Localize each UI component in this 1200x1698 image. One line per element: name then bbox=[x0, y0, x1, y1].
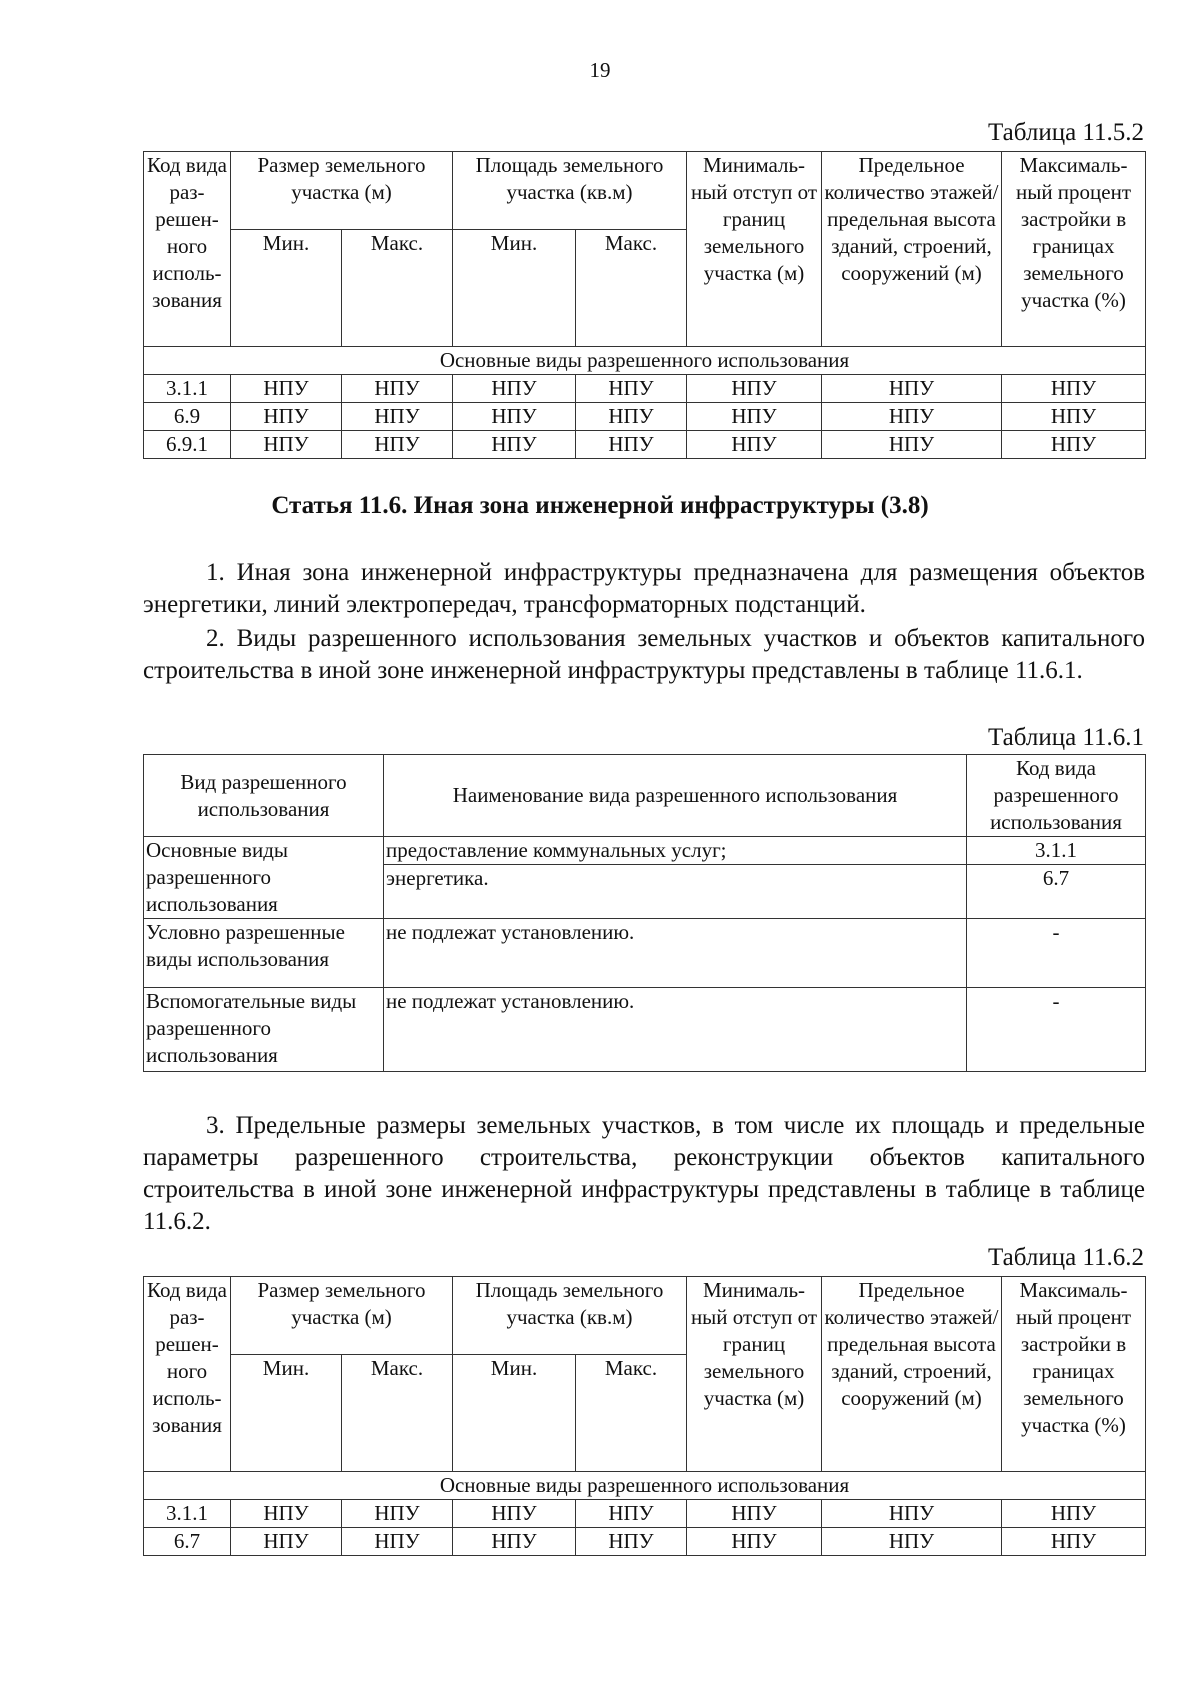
cell: 6.9.1 bbox=[144, 431, 231, 459]
header-area-max: Макс. bbox=[576, 230, 687, 347]
header-max-percent: Максималь- ный процент застройки в границах земельного участка (%) bbox=[1002, 1277, 1146, 1472]
table-row bbox=[144, 375, 1146, 403]
header-area: Площадь земельного участка (кв.м) bbox=[453, 152, 687, 230]
cell: НПУ bbox=[822, 1528, 1002, 1556]
cell: НПУ bbox=[453, 1500, 576, 1528]
cell: НПУ bbox=[576, 403, 687, 431]
cell: НПУ bbox=[822, 375, 1002, 403]
group-conditional-label: Условно разрешенные виды использования bbox=[144, 919, 384, 988]
main-item-name: энергетика. bbox=[384, 865, 967, 919]
table-row bbox=[144, 1528, 1146, 1556]
table-11-6-1-caption: Таблица 11.6.1 bbox=[988, 724, 1144, 751]
cell: НПУ bbox=[231, 1500, 342, 1528]
header-size-max: Макс. bbox=[342, 1355, 453, 1472]
cell: НПУ bbox=[231, 1528, 342, 1556]
cell: НПУ bbox=[687, 403, 822, 431]
cell: НПУ bbox=[342, 1528, 453, 1556]
cell: НПУ bbox=[822, 1500, 1002, 1528]
cell: НПУ bbox=[687, 1500, 822, 1528]
header-code: Код вида раз- решен- ного исполь- зования bbox=[144, 152, 231, 347]
header-size-max: Макс. bbox=[342, 230, 453, 347]
cell: НПУ bbox=[687, 1528, 822, 1556]
cell: 6.9 bbox=[144, 403, 231, 431]
cell: НПУ bbox=[342, 403, 453, 431]
cell: НПУ bbox=[1002, 1528, 1146, 1556]
cell: НПУ bbox=[453, 403, 576, 431]
cell: НПУ bbox=[822, 431, 1002, 459]
header-area: Площадь земельного участка (кв.м) bbox=[453, 1277, 687, 1355]
header-area-max: Макс. bbox=[576, 1355, 687, 1472]
cell: НПУ bbox=[687, 375, 822, 403]
paragraph-1: 1. Иная зона инженерной инфраструктуры предназначена для размещения объектов энергетики, линий электропередач, трансформаторных подстанций. bbox=[143, 559, 1145, 618]
conditional-name: не подлежат установлению. bbox=[384, 919, 967, 988]
header-size-min: Мин. bbox=[231, 230, 342, 347]
article-heading: Статья 11.6. Иная зона инженерной инфраструктуры (3.8) bbox=[271, 492, 929, 519]
main-item-name: предоставление коммунальных услуг; bbox=[384, 837, 967, 865]
cell: НПУ bbox=[576, 1528, 687, 1556]
header-min-offset: Минималь- ный отступ от границ земельного участка (м) bbox=[687, 1277, 822, 1472]
header-area-min: Мин. bbox=[453, 1355, 576, 1472]
page-number: 19 bbox=[589, 58, 611, 82]
cell: НПУ bbox=[1002, 431, 1146, 459]
paragraph-3: 3. Предельные размеры земельных участков, в том числе их площадь и предельные параметры разрешенного строительства, реконструкции объектов капитального строительства в иной зоне инженерной инфраструктуры представлены в таблице в таблице 11.6.2. bbox=[143, 1112, 1145, 1235]
table-11-5-2 bbox=[143, 151, 1146, 459]
cell: НПУ bbox=[453, 1528, 576, 1556]
cell: 6.7 bbox=[144, 1528, 231, 1556]
header-min-offset: Минималь- ный отступ от границ земельного участка (м) bbox=[687, 152, 822, 347]
cell: 3.1.1 bbox=[144, 375, 231, 403]
table-11-6-1 bbox=[143, 754, 1146, 1072]
cell: НПУ bbox=[1002, 1500, 1146, 1528]
cell: НПУ bbox=[342, 375, 453, 403]
paragraph-2: 2. Виды разрешенного использования земельных участков и объектов капитального строительства в иной зоне инженерной инфраструктуры представлены в таблице 11.6.1. bbox=[143, 625, 1145, 684]
cell: НПУ bbox=[1002, 375, 1146, 403]
table-11-6-2 bbox=[143, 1276, 1146, 1556]
cell: НПУ bbox=[822, 403, 1002, 431]
section-row: Основные виды разрешенного использования bbox=[144, 1472, 1146, 1500]
table-row bbox=[144, 403, 1146, 431]
group-main-label: Основные виды разрешенного использования bbox=[144, 837, 384, 919]
header-max-percent: Максималь- ный процент застройки в границах земельного участка (%) bbox=[1002, 152, 1146, 347]
auxiliary-code: - bbox=[967, 988, 1146, 1072]
table-11-5-2-caption: Таблица 11.5.2 bbox=[988, 119, 1144, 146]
header-kind: Вид разрешенного использования bbox=[144, 755, 384, 837]
cell: НПУ bbox=[687, 431, 822, 459]
cell: НПУ bbox=[231, 431, 342, 459]
header-size: Размер земельного участка (м) bbox=[231, 152, 453, 230]
group-auxiliary-label: Вспомогательные виды разрешенного использования bbox=[144, 988, 384, 1072]
header-area-min: Мин. bbox=[453, 230, 576, 347]
table-11-6-2-caption: Таблица 11.6.2 bbox=[988, 1244, 1144, 1271]
table-row bbox=[144, 1500, 1146, 1528]
auxiliary-name: не подлежат установлению. bbox=[384, 988, 967, 1072]
table-row bbox=[144, 431, 1146, 459]
cell: НПУ bbox=[231, 403, 342, 431]
header-size-min: Мин. bbox=[231, 1355, 342, 1472]
section-row: Основные виды разрешенного использования bbox=[144, 347, 1146, 375]
main-item-code: 3.1.1 bbox=[967, 837, 1146, 865]
header-code: Код вида раз- решен- ного исполь- зования bbox=[144, 1277, 231, 1472]
cell: НПУ bbox=[342, 431, 453, 459]
cell: НПУ bbox=[576, 431, 687, 459]
cell: НПУ bbox=[1002, 403, 1146, 431]
header-code: Код вида разрешенного использования bbox=[967, 755, 1146, 837]
header-max-floors: Предельное количество этажей/ предельная высота зданий, строений, сооружений (м) bbox=[822, 1277, 1002, 1472]
cell: НПУ bbox=[231, 375, 342, 403]
header-size: Размер земельного участка (м) bbox=[231, 1277, 453, 1355]
conditional-code: - bbox=[967, 919, 1146, 988]
header-name: Наименование вида разрешенного использования bbox=[384, 755, 967, 837]
cell: 3.1.1 bbox=[144, 1500, 231, 1528]
cell: НПУ bbox=[576, 1500, 687, 1528]
cell: НПУ bbox=[342, 1500, 453, 1528]
main-item-code: 6.7 bbox=[967, 865, 1146, 919]
cell: НПУ bbox=[453, 375, 576, 403]
cell: НПУ bbox=[453, 431, 576, 459]
cell: НПУ bbox=[576, 375, 687, 403]
header-max-floors: Предельное количество этажей/ предельная высота зданий, строений, сооружений (м) bbox=[822, 152, 1002, 347]
